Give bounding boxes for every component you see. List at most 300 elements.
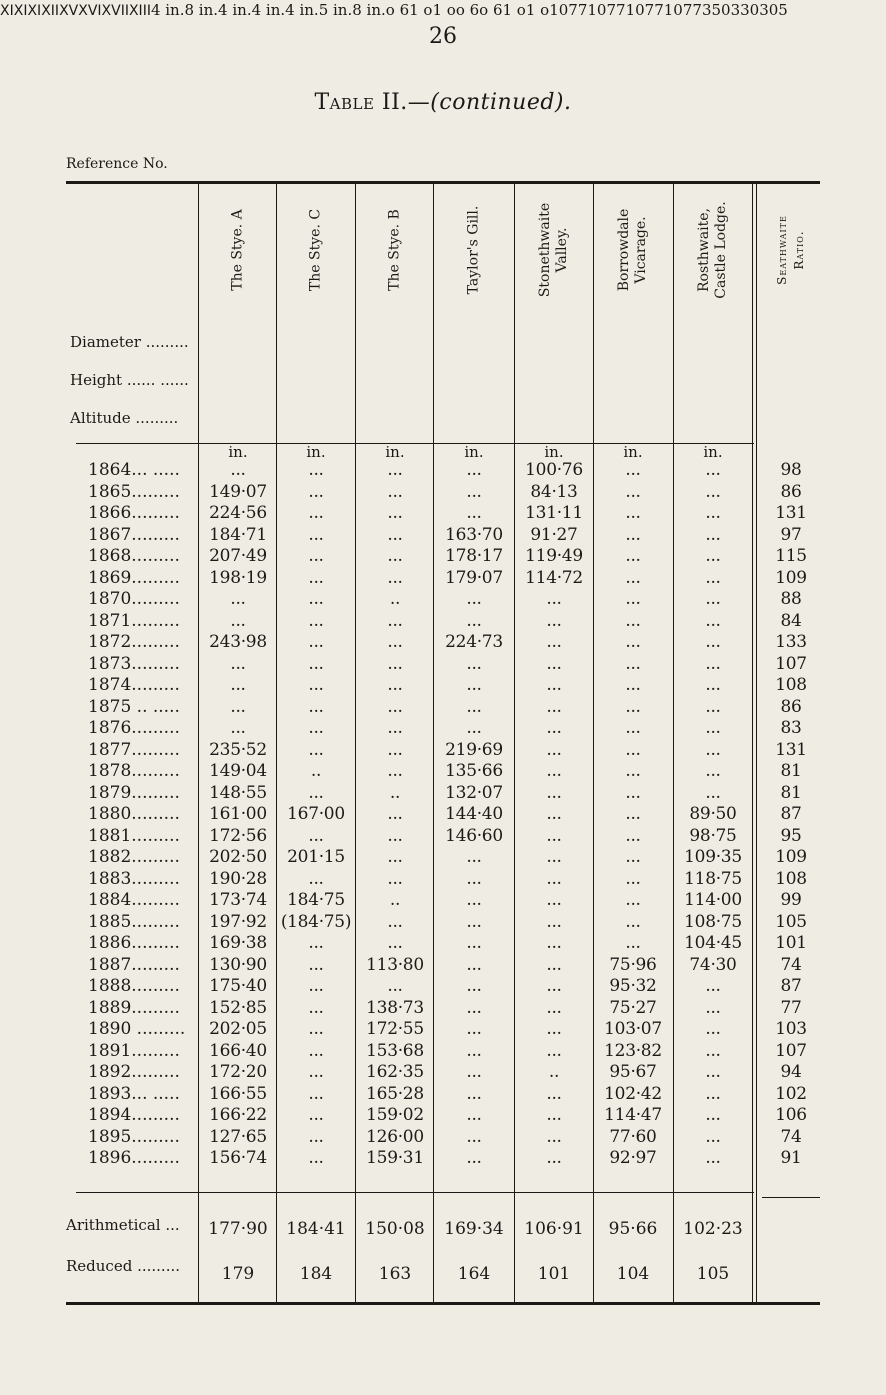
data-cell: ... [230, 610, 246, 631]
year-label: 1882......... [88, 847, 180, 867]
data-cell: 118·75 [684, 868, 742, 889]
footer-rule [66, 1302, 820, 1305]
data-cell: ... [546, 1148, 562, 1168]
data-cell: 102·42 [604, 1083, 662, 1104]
data-cell: ... [308, 460, 324, 480]
ratio-summary-rule [762, 1197, 820, 1198]
data-cell: ... [466, 890, 482, 910]
data-cell: ... [308, 933, 324, 953]
data-cell: ... [308, 524, 324, 545]
data-cell: ... [230, 460, 246, 480]
data-cell: 166·55 [209, 1083, 267, 1104]
data-cell: ... [466, 696, 482, 717]
data-cell: 152·85 [209, 997, 267, 1018]
year-label: 1889......... [88, 997, 180, 1018]
data-cell: ... [308, 675, 324, 695]
reduced-value: 164 [457, 1264, 491, 1284]
data-cell: ... [546, 632, 562, 652]
data-cell: 179·07 [445, 567, 503, 588]
data-cell: ... [387, 847, 403, 867]
data-cell: ... [546, 868, 562, 889]
data-cell: ... [466, 1126, 482, 1147]
data-cell: ... [466, 481, 482, 502]
data-cell: ... [466, 954, 482, 975]
year-label: 1884......... [88, 890, 180, 910]
data-cell: ... [625, 933, 641, 953]
data-cell: 81 [780, 782, 802, 803]
arithmetical-value: 106·91 [524, 1219, 584, 1239]
data-cell: ... [625, 825, 641, 846]
diameter-label: Diameter ......... [70, 333, 189, 351]
data-cell: ... [387, 610, 403, 631]
data-cell: ... [387, 804, 403, 824]
data-cell: 114·00 [684, 890, 742, 910]
reference-number: XI [27, 3, 42, 19]
data-cell: ... [546, 954, 562, 975]
data-cell: 98·75 [689, 825, 737, 846]
reference-number: XVII [101, 3, 129, 19]
data-cell: 95·67 [609, 1062, 657, 1082]
data-cell: ... [625, 782, 641, 803]
data-cell: 130·90 [209, 954, 267, 975]
data-cell: 108 [775, 868, 807, 889]
data-cell: ... [466, 933, 482, 953]
data-cell: 74·30 [689, 954, 737, 975]
data-cell: 153·68 [366, 1040, 424, 1061]
data-cell: ... [705, 976, 721, 996]
arithmetical-value: 169·34 [444, 1219, 504, 1239]
data-cell: ... [546, 1126, 562, 1147]
data-cell: ... [546, 761, 562, 781]
station-name: Rosthwaite, Castle Lodge. [696, 201, 729, 299]
table-title [0, 90, 886, 115]
data-cell: 207·49 [209, 546, 267, 566]
data-cell: 95 [780, 825, 802, 846]
data-cell: 149·07 [209, 481, 267, 502]
data-cell: ... [308, 1126, 324, 1147]
data-cell: ... [625, 481, 641, 502]
data-cell: ... [308, 696, 324, 717]
data-cell: 97 [780, 524, 802, 545]
data-cell: 197·92 [209, 911, 267, 932]
data-cell: 178·17 [445, 546, 503, 566]
data-cell: ... [308, 997, 324, 1018]
data-cell: ... [387, 675, 403, 695]
reference-number: XII [41, 3, 60, 19]
data-cell: 98 [780, 460, 802, 480]
data-cell: 75·27 [609, 997, 657, 1018]
data-cell: ... [466, 1062, 482, 1082]
year-label: 1864... ..... [88, 460, 180, 480]
height-label: Height ...... ...... [70, 371, 189, 389]
title-numeral: II.— [381, 90, 431, 115]
altitude-label: Altitude ......... [70, 409, 179, 427]
data-cell: ... [466, 610, 482, 631]
data-cell: ... [230, 653, 246, 674]
height-value: o 6 [479, 1, 503, 19]
data-cell: 107 [775, 1040, 807, 1061]
data-cell: ... [466, 868, 482, 889]
data-cell: ... [705, 524, 721, 545]
data-cell: 146·60 [445, 825, 503, 846]
data-cell: ... [546, 739, 562, 760]
data-cell: ... [466, 847, 482, 867]
data-cell: 148·55 [209, 782, 267, 803]
data-cell: ... [546, 653, 562, 674]
data-cell: ... [546, 610, 562, 631]
data-cell: ... [625, 567, 641, 588]
data-cell: 190·28 [209, 868, 267, 889]
year-label: 1880......... [88, 804, 180, 824]
data-cell: 161·00 [209, 804, 267, 824]
data-cell: ... [546, 911, 562, 932]
data-cell: 172·55 [366, 1019, 424, 1039]
unit-label: in. [306, 443, 326, 461]
data-cell: ... [625, 890, 641, 910]
data-cell: ... [705, 739, 721, 760]
data-cell: ... [387, 632, 403, 652]
data-cell: ... [466, 1040, 482, 1061]
station-name: Borrowdale Vicarage. [616, 208, 649, 292]
data-cell: 126·00 [366, 1126, 424, 1147]
data-cell: ... [705, 1148, 721, 1168]
year-label: 1893... ..... [88, 1083, 180, 1104]
year-label: 1867......... [88, 524, 180, 545]
data-cell: 86 [780, 481, 802, 502]
data-cell: ... [308, 954, 324, 975]
year-label: 1886......... [88, 933, 180, 953]
data-cell: 172·20 [209, 1062, 267, 1082]
data-cell: 77·60 [609, 1126, 657, 1147]
data-cell: ... [625, 739, 641, 760]
year-label: 1871......... [88, 610, 180, 631]
year-label: 1885......... [88, 911, 180, 932]
data-cell: ... [625, 546, 641, 566]
data-cell: ... [466, 1148, 482, 1168]
data-cell: ... [387, 868, 403, 889]
data-cell: 165·28 [366, 1083, 424, 1104]
data-cell: ... [705, 1019, 721, 1039]
year-label: 1895......... [88, 1126, 180, 1147]
data-cell: ... [466, 911, 482, 932]
data-cell: ... [705, 632, 721, 652]
data-cell: ... [308, 1040, 324, 1061]
header-rule-top [66, 181, 820, 184]
data-cell: ... [387, 546, 403, 566]
data-cell: 87 [780, 976, 802, 996]
data-cell: ... [387, 524, 403, 545]
data-cell: 235·52 [209, 739, 267, 760]
data-cell: ... [546, 1105, 562, 1125]
year-label: 1872......... [88, 632, 180, 652]
height-value: 1 o [432, 1, 456, 19]
data-cell: ... [625, 503, 641, 523]
data-cell: 166·40 [209, 1040, 267, 1061]
data-cell: ... [546, 825, 562, 846]
unit-label: in. [703, 443, 723, 461]
data-cell: ... [387, 825, 403, 846]
year-label: 1869......... [88, 567, 180, 588]
diameter-value: 4 in. [218, 1, 252, 19]
data-cell: 175·40 [209, 976, 267, 996]
data-cell: 103·07 [604, 1019, 662, 1039]
year-label: 1896......... [88, 1148, 180, 1168]
altitude-value: 1077 [587, 1, 626, 19]
data-cell: ... [466, 460, 482, 480]
data-cell: ... [466, 1083, 482, 1104]
summary-rule [76, 1192, 754, 1193]
year-label: 1888......... [88, 976, 180, 996]
data-cell: ... [625, 589, 641, 609]
data-cell: ... [625, 868, 641, 889]
data-cell: ... [230, 718, 246, 738]
height-value: o 6 [455, 1, 480, 19]
data-cell: ... [546, 1040, 562, 1061]
data-cell: ... [546, 696, 562, 717]
data-cell: 77 [780, 997, 802, 1018]
data-cell: ... [466, 1105, 482, 1125]
altitude-value: 305 [759, 1, 788, 19]
data-cell: ... [308, 868, 324, 889]
diameter-value: 4 in. [251, 1, 286, 19]
data-cell: 198·19 [209, 567, 267, 588]
data-cell: ... [546, 997, 562, 1018]
year-label: 1887......... [88, 954, 180, 975]
diameter-value: 8 in. [352, 1, 386, 19]
data-cell: 99 [780, 890, 802, 910]
data-cell: ... [230, 675, 246, 695]
data-cell: 166·22 [209, 1105, 267, 1125]
data-cell: ... [308, 825, 324, 846]
data-cell: ... [230, 589, 246, 609]
data-cell: ... [625, 460, 641, 480]
data-cell: .. [389, 890, 401, 910]
data-cell: ... [387, 503, 403, 523]
data-cell: 101 [775, 933, 807, 953]
data-cell: ... [705, 761, 721, 781]
data-cell: 74 [780, 954, 802, 975]
data-cell: ... [308, 503, 324, 523]
data-cell: 167·00 [287, 804, 345, 824]
data-cell: ... [625, 524, 641, 545]
data-cell: ... [705, 503, 721, 523]
data-cell: 105 [775, 911, 807, 932]
data-cell: ... [466, 503, 482, 523]
diameter-value: 4 in. [150, 1, 185, 19]
data-cell: 224·73 [445, 632, 503, 652]
data-cell: 202·50 [209, 847, 267, 867]
data-cell: ... [387, 567, 403, 588]
data-cell: ... [308, 1019, 324, 1039]
data-cell: .. [389, 782, 401, 803]
data-cell: ... [466, 589, 482, 609]
data-cell: ... [308, 610, 324, 631]
data-cell: ... [705, 696, 721, 717]
year-label: 1878......... [88, 761, 180, 781]
data-cell: ... [705, 1062, 721, 1082]
data-cell: ... [387, 761, 403, 781]
data-cell: 74 [780, 1126, 802, 1147]
year-label: 1866......... [88, 503, 180, 523]
data-cell: ... [625, 653, 641, 674]
title-prefix: Table [314, 90, 375, 115]
reduced-value: 184 [299, 1264, 333, 1284]
data-cell: 88 [780, 589, 802, 609]
data-cell: 243·98 [209, 632, 267, 652]
data-cell: .. [389, 589, 401, 609]
data-cell: 159·31 [366, 1148, 424, 1168]
data-cell: ... [308, 718, 324, 738]
reduced-value: 105 [696, 1264, 730, 1284]
reduced-value: 101 [537, 1264, 571, 1284]
year-label: 1875 .. ..... [88, 696, 180, 717]
data-cell: ... [466, 653, 482, 674]
data-cell: ... [625, 804, 641, 824]
data-cell: ... [705, 653, 721, 674]
altitude-value: 1077 [625, 1, 664, 19]
data-cell: .. [310, 761, 322, 781]
data-cell: 86 [780, 696, 802, 717]
data-cell: ... [230, 696, 246, 717]
year-label: 1865......... [88, 481, 180, 502]
data-cell: 108 [775, 675, 807, 695]
data-cell: ... [546, 1019, 562, 1039]
diameter-value: 5 in. [318, 1, 353, 19]
data-cell: ... [308, 782, 324, 803]
reference-number: XVI [78, 3, 102, 19]
reference-number: XI [0, 3, 14, 19]
data-cell: ... [387, 718, 403, 738]
data-cell: ... [308, 481, 324, 502]
data-cell: 103 [775, 1019, 807, 1039]
data-cell: 149·04 [209, 761, 267, 781]
data-cell: ... [705, 1040, 721, 1061]
data-cell: 173·74 [209, 890, 267, 910]
data-cell: 162·35 [366, 1062, 424, 1082]
data-cell: ... [625, 610, 641, 631]
data-cell: ... [308, 1148, 324, 1168]
data-cell: ... [625, 675, 641, 695]
data-cell: 144·40 [445, 804, 503, 824]
year-label: 1870......... [88, 589, 180, 609]
data-cell: ... [466, 675, 482, 695]
unit-label: in. [623, 443, 643, 461]
data-cell: 108·75 [684, 911, 742, 932]
year-label: 1894......... [88, 1105, 180, 1125]
data-cell: ... [705, 782, 721, 803]
data-cell: ... [625, 847, 641, 867]
data-cell: ... [466, 1019, 482, 1039]
station-name: Taylor's Gill. [465, 205, 482, 295]
year-label: 1879......... [88, 782, 180, 803]
data-cell: 91·27 [530, 524, 578, 545]
year-label: 1883......... [88, 868, 180, 889]
data-cell: 87 [780, 804, 802, 824]
data-cell: ... [705, 589, 721, 609]
data-cell: ... [625, 911, 641, 932]
data-cell: 109·35 [684, 847, 742, 867]
data-cell: ... [387, 976, 403, 996]
data-cell: ... [546, 1083, 562, 1104]
data-cell: ... [308, 1062, 324, 1082]
data-cell: 107 [775, 653, 807, 674]
arithmetical-value: 150·08 [365, 1219, 425, 1239]
station-name: The Stye. B [386, 209, 403, 291]
data-cell: 123·82 [604, 1040, 662, 1061]
data-cell: .. [548, 1062, 560, 1082]
data-cell: 83 [780, 718, 802, 738]
data-cell: 114·72 [525, 567, 583, 588]
year-label: 1868......... [88, 546, 180, 566]
data-cell: 219·69 [445, 739, 503, 760]
data-cell: ... [308, 653, 324, 674]
data-cell: ... [466, 718, 482, 738]
data-cell: 163·70 [445, 524, 503, 545]
data-cell: ... [546, 675, 562, 695]
altitude-value: 330 [730, 1, 760, 19]
data-cell: ... [387, 696, 403, 717]
data-cell: ... [705, 997, 721, 1018]
data-cell: 133 [775, 632, 807, 652]
altitude-value: 1077 [663, 1, 702, 19]
data-cell: ... [546, 976, 562, 996]
data-cell: ... [308, 589, 324, 609]
data-cell: ... [387, 653, 403, 674]
data-cell: 131 [775, 503, 807, 523]
data-cell: 156·74 [209, 1148, 267, 1168]
data-cell: ... [705, 460, 721, 480]
year-label: 1876......... [88, 718, 180, 738]
data-cell: 224·56 [209, 503, 267, 523]
year-label: 1891......... [88, 1040, 180, 1061]
data-cell: ... [546, 847, 562, 867]
reduced-label: Reduced ......... [66, 1257, 180, 1275]
unit-label: in. [464, 443, 484, 461]
data-cell: ... [387, 911, 403, 932]
data-cell: ... [308, 1083, 324, 1104]
reduced-value: 179 [221, 1264, 255, 1284]
data-cell: 132·07 [445, 782, 503, 803]
data-cell: ... [705, 1126, 721, 1147]
altitude-value: 350 [701, 1, 731, 19]
reference-number: XI [13, 3, 28, 19]
data-cell: ... [705, 546, 721, 566]
reference-number: XIII [128, 3, 151, 19]
reduced-value: 163 [378, 1264, 412, 1284]
station-name: The Stye. A [229, 209, 246, 291]
data-cell: 109 [775, 847, 807, 867]
year-label: 1873......... [88, 653, 180, 674]
data-cell: ... [308, 632, 324, 652]
data-cell: 202·05 [209, 1019, 267, 1039]
data-cell: 92·97 [609, 1148, 657, 1168]
reference-label: Reference No. [66, 156, 168, 172]
data-cell: ... [387, 460, 403, 480]
data-cell: ... [466, 976, 482, 996]
arithmetical-value: 184·41 [286, 1219, 346, 1239]
data-cell: 119·49 [525, 546, 583, 566]
data-cell: ... [705, 718, 721, 738]
data-cell: 84·13 [530, 481, 578, 502]
data-cell: ... [387, 739, 403, 760]
unit-label: in. [544, 443, 564, 461]
data-cell: ... [546, 782, 562, 803]
data-cell: ... [625, 696, 641, 717]
year-label: 1877......... [88, 739, 180, 760]
data-cell: ... [705, 1105, 721, 1125]
data-cell: 102 [775, 1083, 807, 1104]
data-cell: ... [308, 567, 324, 588]
